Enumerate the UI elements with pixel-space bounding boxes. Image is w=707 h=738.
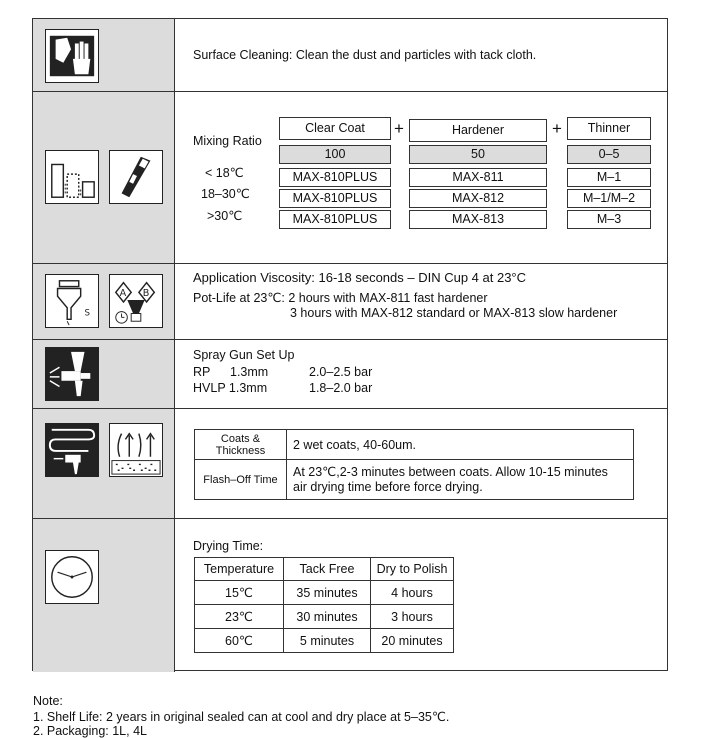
coats-thickness-value: 2 wet coats, 40-60um.	[287, 430, 634, 460]
table-row	[195, 605, 454, 629]
table-row	[195, 581, 454, 605]
ratio-clear-coat: 100	[279, 145, 391, 164]
table-row	[195, 430, 634, 460]
table-cell: 23℃	[195, 605, 284, 629]
svg-text:B: B	[142, 288, 150, 300]
pot-life-text-2: 3 hours with MAX-812 standard or MAX-813 slow hardener	[290, 306, 618, 320]
viscosity-text: Application Viscosity: 16-18 seconds – DIN Cup 4 at 23°C	[193, 270, 527, 285]
product-cell: M–1	[567, 168, 651, 187]
hand-wiping-icon	[45, 29, 99, 83]
ab-pot-life-icon	[109, 274, 163, 328]
svg-text:S: S	[84, 308, 91, 319]
viscosity-icon-cell	[33, 264, 175, 339]
drying-time-title: Drying Time:	[193, 539, 264, 553]
mixing-ratio-icon	[45, 150, 99, 204]
temp-label: < 18℃	[205, 166, 244, 180]
note-title: Note:	[33, 694, 63, 708]
product-cell: MAX-810PLUS	[279, 210, 391, 229]
viscosity-row	[33, 264, 667, 340]
temp-label: 18–30℃	[201, 187, 250, 201]
rp-label: RP	[193, 365, 211, 379]
spray-gun-icon	[45, 347, 99, 401]
table-row	[195, 558, 454, 581]
table-cell: 4 hours	[371, 581, 454, 605]
drying-table	[194, 557, 454, 653]
note-packaging: 2. Packaging: 1L, 4L	[33, 724, 147, 738]
clock-icon	[45, 550, 99, 604]
mixing-icon-cell	[33, 92, 175, 263]
spray-gun-row	[33, 340, 667, 409]
flash-off-line-2: air drying time before force drying.	[293, 479, 483, 494]
product-cell: MAX-812	[409, 189, 547, 208]
table-header: Temperature	[195, 558, 284, 581]
flash-off-label: Flash–Off Time	[195, 460, 287, 500]
spray-gun-title: Spray Gun Set Up	[193, 348, 295, 362]
tds-sheet	[32, 18, 668, 671]
spray-gun-icon-cell	[33, 340, 175, 408]
product-cell: MAX-813	[409, 210, 547, 229]
table-cell: 30 minutes	[284, 605, 371, 629]
spray-coats-icon	[45, 423, 99, 477]
table-row	[195, 460, 634, 500]
pot-life-text: Pot-Life at 23℃: 2 hours with MAX-811 fast hardener	[193, 291, 488, 305]
table-cell: 3 hours	[371, 605, 454, 629]
ratio-thinner: 0–5	[567, 145, 651, 164]
table-cell: 60℃	[195, 629, 284, 653]
table-cell: 20 minutes	[371, 629, 454, 653]
svg-text:A: A	[119, 288, 127, 300]
table-cell: 15℃	[195, 581, 284, 605]
hvlp-label: HVLP 1.3mm	[193, 381, 268, 395]
coats-table	[194, 429, 634, 500]
table-header: Dry to Polish	[371, 558, 454, 581]
mixing-ratio-row	[33, 92, 667, 264]
viscosity-cup-icon	[45, 274, 99, 328]
paint-stick-icon	[109, 150, 163, 204]
surface-cleaning-row	[33, 19, 667, 92]
product-cell: MAX-810PLUS	[279, 168, 391, 187]
rp-pressure: 2.0–2.5 bar	[309, 365, 373, 379]
flash-off-line-1: At 23℃,2-3 minutes between coats. Allow 10-15 minutes	[293, 464, 608, 479]
table-row	[195, 629, 454, 653]
drying-row	[33, 519, 667, 672]
table-cell: 35 minutes	[284, 581, 371, 605]
table-header: Tack Free	[284, 558, 371, 581]
plus-sign: +	[394, 119, 404, 138]
clear-coat-header: Clear Coat	[279, 117, 391, 140]
plus-sign: +	[552, 119, 562, 138]
coats-row	[33, 409, 667, 519]
product-cell: M–1/M–2	[567, 189, 651, 208]
temp-label: >30℃	[207, 209, 243, 223]
ratio-hardener: 50	[409, 145, 547, 164]
note-shelf-life: 1. Shelf Life: 2 years in original sealed can at cool and dry place at 5–35℃.	[33, 710, 450, 724]
coats-icon-cell	[33, 409, 175, 518]
flash-off-icon	[109, 423, 163, 477]
surface-icon-cell	[33, 19, 175, 91]
rp-size: 1.3mm	[230, 365, 269, 379]
flash-off-value	[287, 460, 634, 500]
thinner-header: Thinner	[567, 117, 651, 140]
product-cell: M–3	[567, 210, 651, 229]
surface-cleaning-text: Surface Cleaning: Clean the dust and particles with tack cloth.	[193, 48, 537, 62]
hvlp-pressure: 1.8–2.0 bar	[309, 381, 373, 395]
table-cell: 5 minutes	[284, 629, 371, 653]
mixing-ratio-label: Mixing Ratio	[193, 134, 262, 148]
product-cell: MAX-811	[409, 168, 547, 187]
coats-thickness-label: Coats & Thickness	[195, 430, 287, 460]
drying-icon-cell	[33, 519, 175, 672]
product-cell: MAX-810PLUS	[279, 189, 391, 208]
hardener-header: Hardener	[409, 119, 547, 142]
